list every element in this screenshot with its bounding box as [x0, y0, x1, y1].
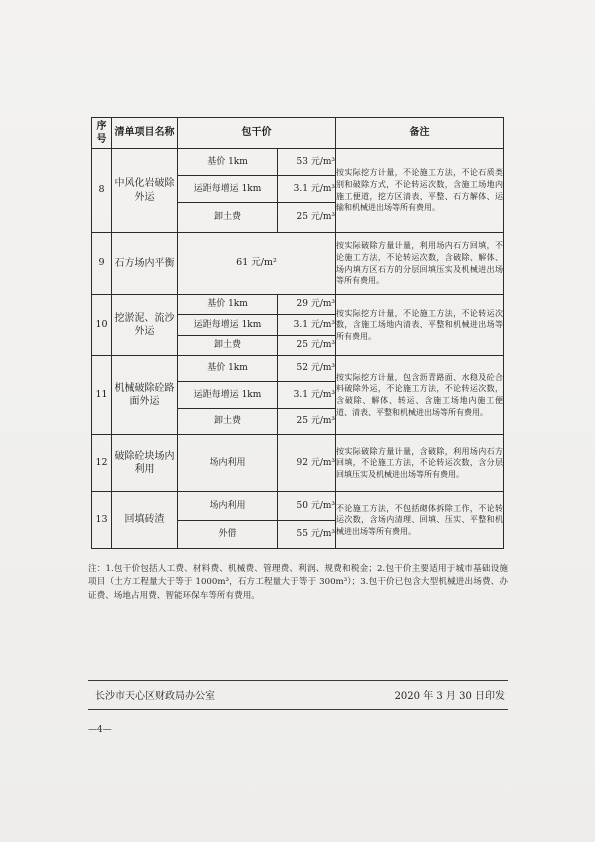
row-no: 13: [92, 492, 112, 549]
row-no: 12: [92, 435, 112, 492]
row-note: 按实际挖方计量，不论施工方法，不论石质类别和破除方式，不论转运次数，含施工场地内施工便道，挖方区清表、平整、石方解体、运输和机械进出场等所有费用。: [336, 149, 504, 233]
row-name: 破除砼块场内利用: [112, 435, 178, 492]
item-label: 卸土费: [178, 203, 278, 233]
item-price: 29 元/m³: [278, 295, 336, 315]
item-price: 25 元/m³: [278, 409, 336, 435]
table-notes: 注：1.包干价包括人工费、材料费、机械费、管理费、利润、规费和税金；2.包干价主要适用于城市基础设施项目（土方工程量大于等于 1000m³，石方工程量大于等于 300m³）；3.包干价已包含大型机械进出场费、办证费、场地占用费、智能环保车等所有费用。: [88, 564, 508, 601]
item-price: 55 元/m³: [278, 521, 336, 549]
footer-issuer: 长沙市天心区财政局办公室: [95, 691, 215, 702]
row-no: 9: [92, 233, 112, 295]
header-note: 备注: [336, 118, 504, 149]
header-price: 包干价: [178, 118, 336, 149]
item-label: 外借: [178, 521, 278, 549]
footer-date: 2020 年 3 月 30 日印发: [394, 691, 505, 702]
row-name: 机械破除砼路面外运: [112, 356, 178, 435]
header-name: 清单项目名称: [112, 118, 178, 149]
row-name: 中风化岩破除外运: [112, 149, 178, 233]
row-no: 11: [92, 356, 112, 435]
row-no: 10: [92, 295, 112, 356]
row-note: 按实际挖方计量，不论施工方法，不论转运次数，含施工场地内清表、平整和机械进出场等所有费用。: [336, 295, 504, 356]
item-price: 25 元/m³: [278, 203, 336, 233]
row-no: 8: [92, 149, 112, 233]
merged-price: 61 元/m²: [178, 233, 336, 295]
item-label: 卸土费: [178, 409, 278, 435]
footer-rule-top: [88, 680, 508, 681]
item-price: 3.1 元/m³: [278, 382, 336, 409]
row-name: 回填砖渣: [112, 492, 178, 549]
page-number: —4—: [88, 725, 112, 735]
footer-rule-bottom: [88, 709, 508, 710]
price-table: [91, 117, 504, 549]
row-note: 按实际挖方计量，包含沥青路面、水稳及砼合料破除外运，不论施工方法，不论转运次数，含破除、解体、转运、含施工场地内施工便道、清表、平整和机械进出场等所有费用。: [336, 356, 504, 435]
header-no: 序号: [92, 118, 112, 149]
item-label: 运距每增运 1km: [178, 315, 278, 336]
row-note: 按实际破除方量计量，含破除，利用场内石方回填，不论施工方法，不论转运次数，含分层回填压实及机械进出场等所有费用。: [336, 435, 504, 492]
item-price: 3.1 元/m³: [278, 176, 336, 203]
row-note: 按实际破除方量计量，利用场内石方回填，不论施工方法，不论转运次数，含破除、解体、场内填方区石方的分层回填压实及机械进出场等所有费用。: [336, 233, 504, 295]
footer: [95, 687, 505, 702]
item-price: 92 元/m³: [278, 435, 336, 492]
item-label: 场内利用: [178, 492, 278, 521]
item-price: 52 元/m³: [278, 356, 336, 382]
item-price: 3.1 元/m³: [278, 315, 336, 336]
item-label: 基价 1km: [178, 356, 278, 382]
row-name: 石方场内平衡: [112, 233, 178, 295]
row-note: 不论施工方法，不包括砌体拆除工作，不论转运次数，含场内清理、回填、压实、平整和机械进出场等所有费用。: [336, 492, 504, 549]
item-label: 基价 1km: [178, 295, 278, 315]
item-label: 运距每增运 1km: [178, 382, 278, 409]
item-label: 基价 1km: [178, 149, 278, 176]
item-price: 25 元/m³: [278, 336, 336, 356]
row-name: 挖淤泥、流沙外运: [112, 295, 178, 356]
item-label: 卸土费: [178, 336, 278, 356]
item-label: 场内利用: [178, 435, 278, 492]
item-price: 50 元/m³: [278, 492, 336, 521]
item-label: 运距每增运 1km: [178, 176, 278, 203]
item-price: 53 元/m³: [278, 149, 336, 176]
